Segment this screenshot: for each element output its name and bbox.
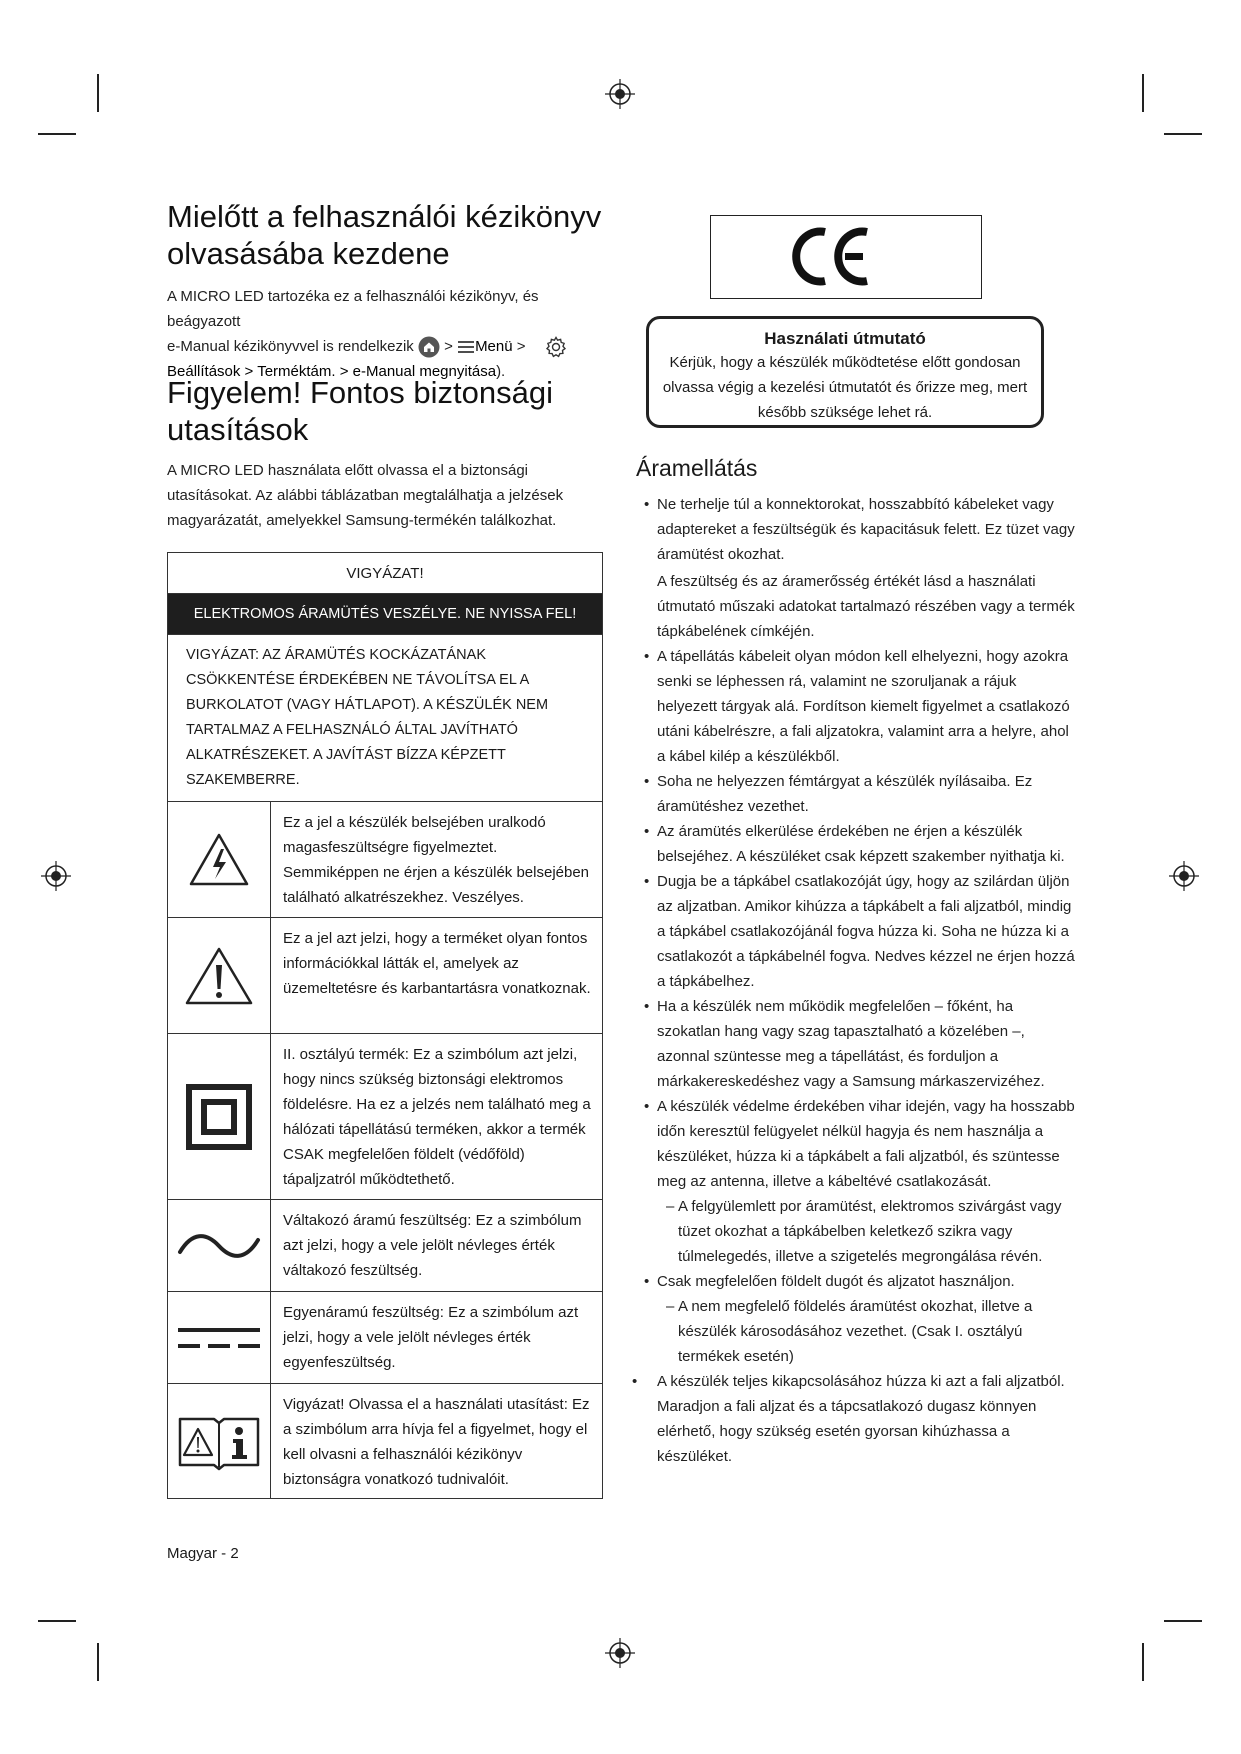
crop-mark bbox=[97, 74, 99, 112]
symbol-description: Ez a jel a készülék belsejében uralkodó magasfeszültségre figyelmeztet. Semmiképpen ne érjen a készülék belsejében található alkatrészekhez. Veszélyes. bbox=[283, 814, 590, 906]
crop-mark bbox=[1142, 1643, 1144, 1681]
bullet: • bbox=[644, 648, 650, 665]
symbol-cell bbox=[168, 1384, 271, 1498]
registration-mark-icon bbox=[605, 79, 635, 109]
symbol-cell bbox=[168, 802, 271, 917]
symbol-cell bbox=[168, 1200, 271, 1291]
list-item bbox=[640, 1269, 1080, 1369]
dash-bullet: – bbox=[666, 1198, 675, 1215]
list-item-note: A feszültség és az áramerősség értékét lásd a használati útmutató műszaki adatokat tartalmazó részében vagy a termék tápkábelének címkéjén. bbox=[657, 573, 1075, 640]
intro-text: ). bbox=[496, 363, 506, 381]
caution-text: VIGYÁZAT: AZ ÁRAMÜTÉS KOCKÁZATÁNAK CSÖKKENTÉSE ÉRDEKÉBEN NE TÁVOLÍTSA EL A BURKOLATOT (VAGY HÁTLAPOT). A KÉSZÜLÉK NEM TARTALMAZ A FELHASZNÁLÓ ÁLTAL JAVÍTHATÓ ALKATRÉSZEKET. A JAVÍTÁST BÍZZA KÉPZETT SZAKEMBERRE. bbox=[168, 635, 602, 802]
symbol-cell bbox=[168, 918, 271, 1033]
symbol-cell bbox=[168, 1034, 271, 1199]
path-separator: > bbox=[444, 338, 453, 355]
registration-mark-icon bbox=[41, 861, 71, 891]
crop-mark bbox=[38, 133, 76, 135]
crop-mark bbox=[1164, 133, 1202, 135]
list-item bbox=[640, 869, 1080, 994]
list-item-text: Dugja be a tápkábel csatlakozóját úgy, hogy az szilárdan üljön az aljzatban. Amikor kihúzza a tápkábelt a fali aljzatból, mindig a tápkábel csatlakozójánál fogva húzza ki. Soha ne húzza ki a csatlakozót a tápkábelnél fogva. Nedves kézzel ne érjen hozzá a tápkábelhez. bbox=[657, 873, 1075, 990]
intro-paragraph bbox=[167, 284, 607, 384]
symbol-description: Egyenáramú feszültség: Ez a szimbólum azt jelzi, hogy a vele jelölt névleges érték egyenfeszültség. bbox=[283, 1304, 579, 1371]
home-icon bbox=[418, 336, 440, 358]
power-supply-title: Áramellátás bbox=[636, 455, 758, 481]
bullet: • bbox=[644, 1273, 650, 1290]
dash-bullet: – bbox=[666, 1298, 675, 1315]
class-ii-icon bbox=[184, 1082, 254, 1152]
path-separator: > bbox=[516, 338, 526, 355]
symbol-row bbox=[168, 1200, 602, 1292]
list-item-text: Ne terhelje túl a konnektorokat, hosszabbító kábeleket vagy adaptereket a feszültségük és kapacitásuk felett. Ez tüzet vagy áramütést okozhat. bbox=[657, 496, 1075, 563]
bullet: • bbox=[644, 823, 650, 840]
symbol-row bbox=[168, 1034, 602, 1200]
list-item bbox=[640, 492, 1080, 644]
list-item bbox=[640, 819, 1080, 869]
section-title-before-reading bbox=[167, 198, 601, 272]
list-item-text: A tápellátás kábeleit olyan módon kell elhelyezni, hogy azokra senki se léphessen rá, valamint ne szoruljanak a rájuk helyezett tárgyak alá. Fordítson kiemelt figyelmet a csatlakozó utáni kábelrészre, a fali aljzatokra, valamint arra a helyre, ahol a kábel kilép a készülékből. bbox=[657, 648, 1070, 765]
list-item bbox=[640, 1094, 1080, 1269]
bullet: • bbox=[644, 998, 650, 1015]
symbol-row bbox=[168, 1292, 602, 1384]
list-item bbox=[640, 644, 1080, 769]
page-footer: Magyar - 2 bbox=[167, 1545, 239, 1562]
symbol-description: Váltakozó áramú feszültség: Ez a szimbólum azt jelzi, hogy a vele jelölt névleges érték váltakozó feszültség. bbox=[283, 1212, 582, 1279]
section-title-safety bbox=[167, 374, 553, 448]
power-supply-list bbox=[632, 492, 1080, 1469]
list-item bbox=[632, 1369, 1080, 1469]
bullet: • bbox=[644, 496, 650, 513]
symbol-row bbox=[168, 1384, 602, 1498]
registration-mark-icon bbox=[605, 1638, 635, 1668]
crop-mark bbox=[97, 1643, 99, 1681]
symbol-description: Ez a jel azt jelzi, hogy a terméket olyan fontos információkkal látták el, amelyek az üzemeltetésre és karbantartásra vonatkoznak. bbox=[283, 930, 591, 997]
registration-mark-icon bbox=[1169, 861, 1199, 891]
settings-path: Beállítások > Terméktám. > e-Manual megnyitása bbox=[167, 363, 497, 381]
shock-warning-header: ELEKTROMOS ÁRAMÜTÉS VESZÉLYE. NE NYISSA FEL! bbox=[168, 594, 602, 635]
safety-intro-paragraph: A MICRO LED használata előtt olvassa el a biztonsági utasításokat. Az alábbi táblázatban megtalálhatja a jelzések magyarázatát, amelyekkel Samsung-termékén találkozhat. bbox=[167, 462, 564, 529]
exclamation-icon bbox=[183, 945, 255, 1007]
high-voltage-icon bbox=[187, 831, 251, 889]
intro-text: A MICRO LED tartozéka ez a felhasználói kézikönyv, és beágyazott bbox=[167, 288, 539, 330]
list-subitem-text: A felgyülemlett por áramütést, elektromos szivárgást vagy tüzet okozhat a tápkábelben keletkező szikra vagy túlmelegedés, illetve a szigetelés megrongálása révén. bbox=[678, 1198, 1062, 1265]
symbol-description: II. osztályú termék: Ez a szimbólum azt jelzi, hogy nincs szükség biztonsági elektromos földelésre. Ha ez a jelzés nem található meg a hálózati tápellátású terméken, akkor a termék CSAK megfelelően földelt (védőföld) tápaljzatról működtethető. bbox=[283, 1046, 591, 1188]
gear-icon bbox=[544, 335, 568, 359]
list-item bbox=[640, 769, 1080, 819]
crop-mark bbox=[1142, 74, 1144, 112]
list-item-text: Soha ne helyezzen fémtárgyat a készülék nyílásaiba. Ez áramütéshez vezethet. bbox=[657, 773, 1033, 815]
list-subitem bbox=[640, 1194, 1080, 1269]
menu-label: Menü bbox=[475, 338, 513, 355]
symbol-description: Vigyázat! Olvassa el a használati utasítást: Ez a szimbólum arra hívja fel a figyelmet, hogy el kell olvasni a felhasználói kézikönyv biztonságra vonatkozó tudnivalóit. bbox=[283, 1396, 590, 1488]
menu-icon bbox=[457, 340, 475, 354]
ce-mark-icon bbox=[711, 216, 980, 297]
list-subitem-text: A nem megfelelő földelés áramütést okozhat, illetve a készülék károsodásához vezethet. (Csak I. osztályú termékek esetén) bbox=[678, 1298, 1033, 1365]
intro-text: e-Manual kézikönyvvel is rendelkezik bbox=[167, 338, 414, 355]
symbol-row bbox=[168, 802, 602, 918]
safety-symbols-table bbox=[167, 552, 603, 1499]
list-item bbox=[640, 994, 1080, 1094]
ac-voltage-icon bbox=[176, 1228, 262, 1264]
bullet: • bbox=[632, 1373, 638, 1390]
ce-mark-box bbox=[710, 215, 982, 299]
title-line: olvasásába kezdene bbox=[167, 236, 450, 271]
list-subitem bbox=[640, 1294, 1080, 1369]
title-line: utasítások bbox=[167, 412, 309, 447]
list-item-text: Csak megfelelően földelt dugót és aljzatot használjon. bbox=[657, 1273, 1015, 1290]
list-item-text: A készülék védelme érdekében vihar idején, vagy ha hosszabb időn keresztül felügyelet nélkül hagyja és nem használja a készüléket, húzza ki a tápkábelt a fali aljzatból, és szüntesse meg az antenna, illetve a kábeltévé csatlakozását. bbox=[657, 1098, 1075, 1190]
list-item-text: Az áramütés elkerülése érdekében ne érjen a készülék belsejéhez. A készüléket csak képzett szakember nyithatja ki. bbox=[657, 823, 1065, 865]
list-item-text: A készülék teljes kikapcsolásához húzza ki azt a fali aljzatból. Maradjon a fali aljzat és a tápcsatlakozó dugasz könnyen elérhető, hogy szükség esetén gyorsan kihúzhassa a készüléket. bbox=[657, 1373, 1065, 1465]
dc-voltage-icon bbox=[176, 1323, 262, 1353]
usage-guide-notice bbox=[646, 316, 1044, 428]
caution-header: VIGYÁZAT! bbox=[168, 553, 602, 594]
bullet: • bbox=[644, 1098, 650, 1115]
crop-mark bbox=[38, 1620, 76, 1622]
list-item-text: Ha a készülék nem működik megfelelően – főként, ha szokatlan hang vagy szag tapasztalható a közelében –, azonnal szüntesse meg a tápellátást, és forduljon a márkakereskedéshez vagy a Samsung márkaszervizéhez. bbox=[657, 998, 1045, 1090]
title-line: Figyelem! Fontos biztonsági bbox=[167, 375, 553, 410]
notice-text: Kérjük, hogy a készülék működtetése előtt gondosan olvassa végig a kezelési útmutatót és őrizze meg, mert később szüksége lehet rá. bbox=[662, 354, 1028, 421]
symbol-row bbox=[168, 918, 602, 1034]
manual-info-icon bbox=[176, 1411, 262, 1471]
bullet: • bbox=[644, 773, 650, 790]
bullet: • bbox=[644, 873, 650, 890]
crop-mark bbox=[1164, 1620, 1202, 1622]
notice-title: Használati útmutató bbox=[764, 329, 926, 348]
title-line: Mielőtt a felhasználói kézikönyv bbox=[167, 199, 602, 234]
symbol-cell bbox=[168, 1292, 271, 1383]
